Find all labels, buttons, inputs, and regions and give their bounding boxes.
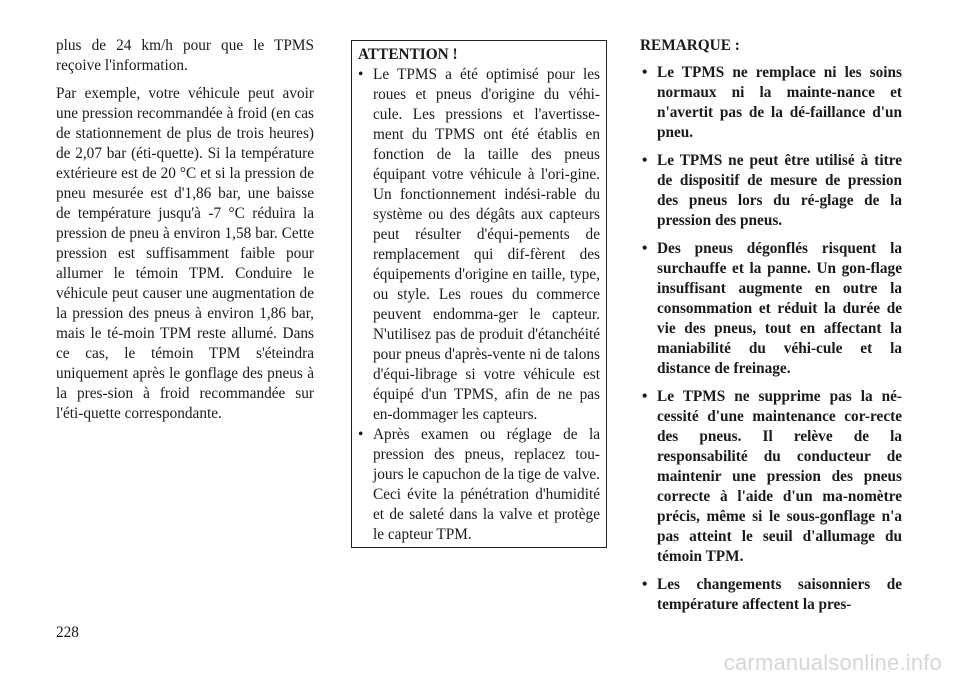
attention-item-text: Le TPMS a été optimisé pour les roues et pneus d'origine du véhi-cule. Les pressions et l'avertisse-ment du TPMS ont été établis en fonction de la taille des pneus équipant votre véhicule à l'ori-gine. Un fonctionnement indési-rable du système ou des dégâts aux capteurs peut résulter d'équi-pements de remplacement qui dif-fèrent des équipements d'origine en taille, type, ou style. Les roues du commerce peuvent endomma-ger le capteur. N'utilisez pas de produit d'étanchéité pour pneus d'après-vente ni de talons d'équi-librage si votre véhicule est équipé d'un TPMS, afin de ne pas en-dommager les capteurs. [373,66,600,423]
attention-box [351,40,607,548]
paragraph: plus de 24 km/h pour que le TPMS reçoive l'information. [56,37,314,74]
bullet-icon: • [642,240,648,257]
remarque-item [640,575,902,615]
bullet-icon: • [358,66,364,83]
remarque-item-text: Le TPMS ne supprime pas la né-cessité d'une maintenance cor-recte des pneus. Il relève de la responsabilité du conducteur de maintenir une pression des pneus correcte à l'aide d'un ma-nomètre précis, même si le sous-gonflage n'a pas atteint le seuil d'allumage du témoin TPM. [657,388,902,565]
watermark-logo: carmanualsonline.info [723,650,942,675]
remarque-item-text: Le TPMS ne remplace ni les soins normaux ni la mainte-nance et n'avertit pas de la dé-faillance d'un pneu. [657,64,902,141]
remarque-item [640,151,902,231]
remarque-item-text: Le TPMS ne peut être utilisé à titre de dispositif de mesure de pression des pneus lors du ré-glage de la pression des pneus. [657,152,902,229]
remarque-item-text: Des pneus dégonflés risquent la surchauffe et la panne. Un gon-flage insuffisant augmente en outre la consommation et réduit la durée de vie des pneus, tout en affectant la maniabilité du véhi-cule et la distance de freinage. [657,240,902,377]
remarque-item [640,239,902,379]
page-number: 228 [56,624,79,641]
remarque-list [640,63,902,615]
bullet-icon: • [642,576,648,593]
body-text-column [56,36,314,432]
attention-item [358,65,600,425]
bullet-icon: • [642,64,648,81]
remarque-item-text: Les changements saisonniers de température affectent la pres- [657,576,902,613]
attention-item-text: Après examen ou réglage de la pression des pneus, replacez tou-jours le capuchon de la tige de valve. Ceci évite la pénétration d'humidité et de saleté dans la valve et protège le capteur TPM. [373,426,600,543]
bullet-icon: • [642,152,648,169]
bullet-icon: • [642,388,648,405]
attention-item [358,425,600,545]
attention-title: ATTENTION ! [358,46,458,63]
attention-list [358,65,600,545]
remarque-item [640,63,902,143]
remarque-column [640,36,902,623]
remarque-title: REMARQUE : [640,37,740,54]
bullet-icon: • [358,426,364,443]
paragraph: Par exemple, votre véhicule peut avoir une pression recommandée à froid (en cas de stationnement de plus de trois heures) de 2,07 bar (éti-quette). Si la température extérieure est de 20 °C et si la pression de pneu mesurée est d'1,86 bar, une baisse de température jusqu'à -7 °C réduira la pression de pneu à environ 1,58 bar. Cette pression est suffisamment faible pour allumer le témoin TPM. Conduire le véhicule peut causer une augmentation de la pression des pneus à environ 1,86 bar, mais le té-moin TPM reste allumé. Dans ce cas, le témoin TPM s'éteindra uniquement après le gonflage des pneus à la pres-sion à froid recommandée sur l'éti-quette correspondante. [56,85,314,422]
remarque-item [640,387,902,567]
